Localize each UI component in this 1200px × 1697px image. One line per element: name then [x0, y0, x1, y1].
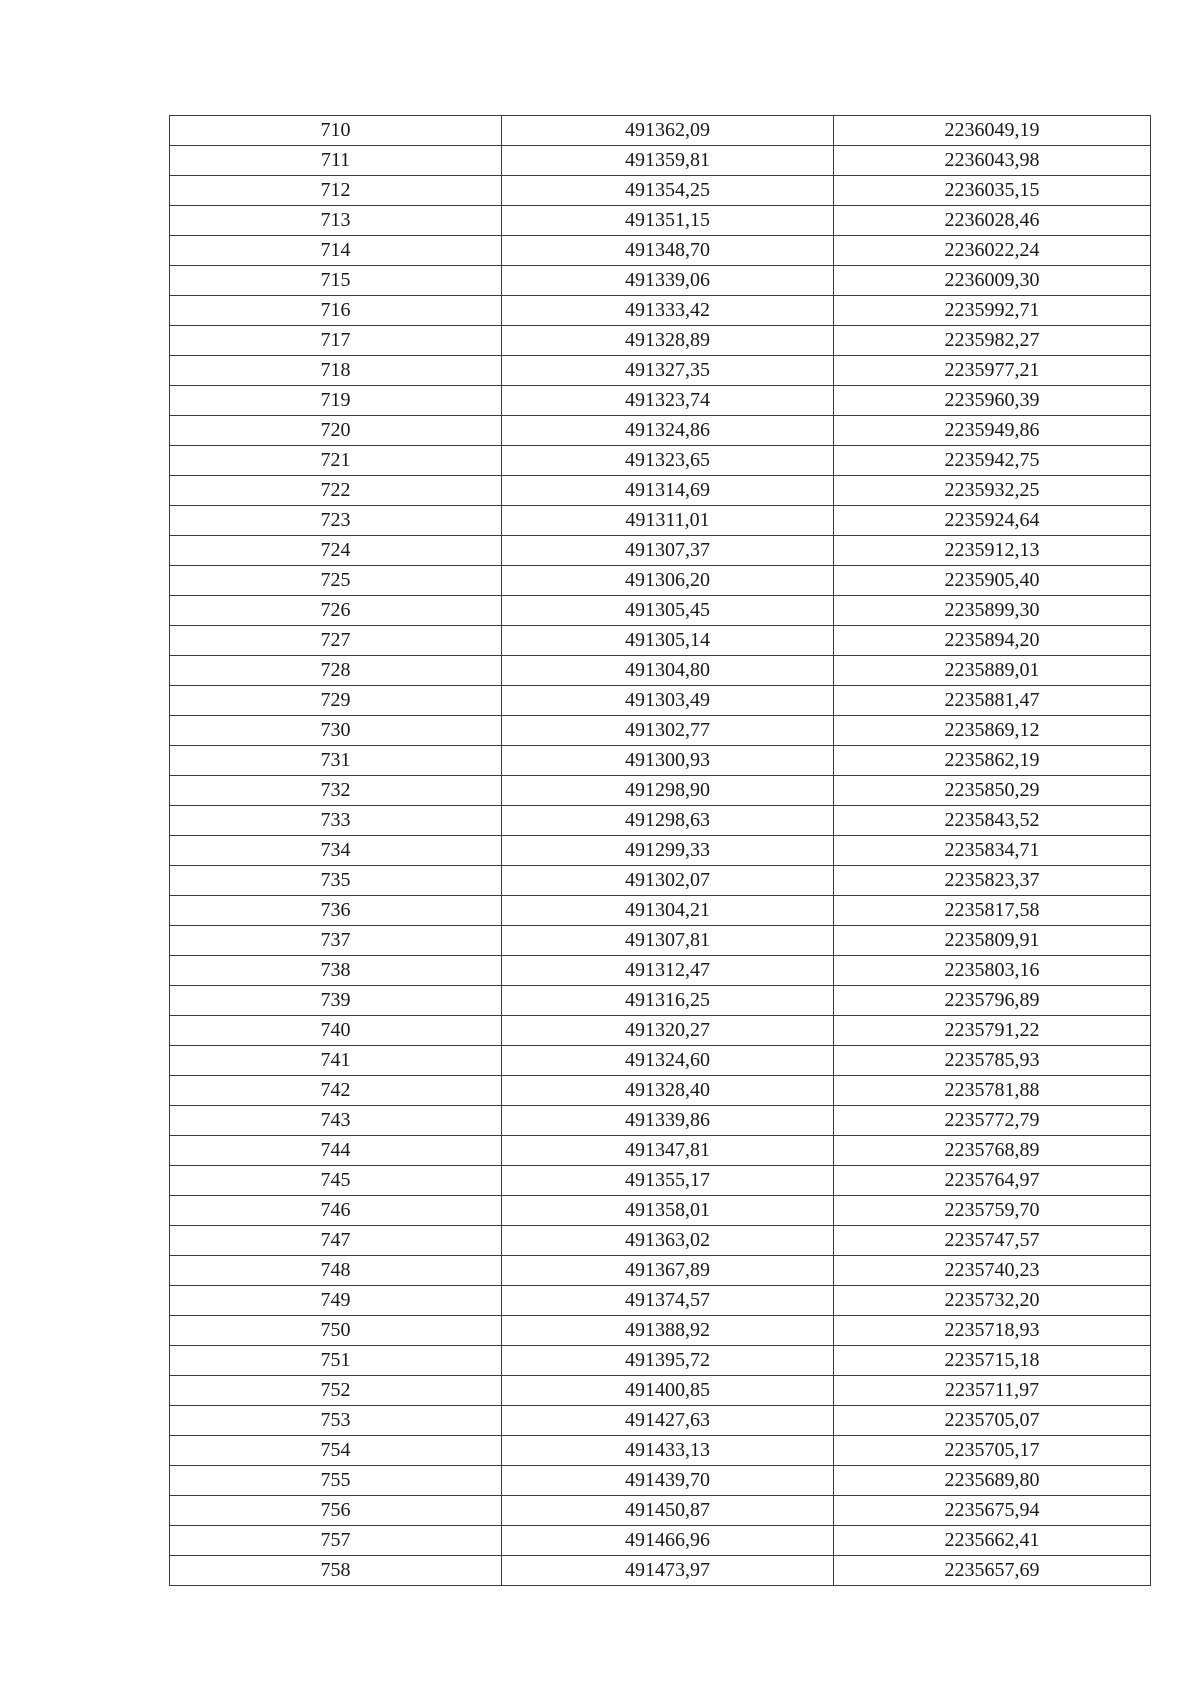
point-number-cell: 744	[170, 1136, 502, 1166]
y-coordinate-cell: 2235977,21	[834, 356, 1151, 386]
y-coordinate-cell: 2235803,16	[834, 956, 1151, 986]
x-coordinate-cell: 491302,07	[502, 866, 834, 896]
y-coordinate-cell: 2235881,47	[834, 686, 1151, 716]
point-number-cell: 737	[170, 926, 502, 956]
y-coordinate-cell: 2235732,20	[834, 1286, 1151, 1316]
table-row	[170, 1436, 1151, 1466]
y-coordinate-cell: 2235932,25	[834, 476, 1151, 506]
table-row	[170, 146, 1151, 176]
y-coordinate-cell: 2235899,30	[834, 596, 1151, 626]
table-row	[170, 806, 1151, 836]
point-number-cell: 741	[170, 1046, 502, 1076]
table-row	[170, 1046, 1151, 1076]
table-row	[170, 1496, 1151, 1526]
point-number-cell: 713	[170, 206, 502, 236]
x-coordinate-cell: 491307,81	[502, 926, 834, 956]
table-row	[170, 236, 1151, 266]
x-coordinate-cell: 491351,15	[502, 206, 834, 236]
y-coordinate-cell: 2235705,17	[834, 1436, 1151, 1466]
point-number-cell: 718	[170, 356, 502, 386]
x-coordinate-cell: 491312,47	[502, 956, 834, 986]
x-coordinate-cell: 491333,42	[502, 296, 834, 326]
table-row	[170, 296, 1151, 326]
point-number-cell: 750	[170, 1316, 502, 1346]
x-coordinate-cell: 491450,87	[502, 1496, 834, 1526]
y-coordinate-cell: 2235809,91	[834, 926, 1151, 956]
table-row	[170, 956, 1151, 986]
point-number-cell: 712	[170, 176, 502, 206]
x-coordinate-cell: 491304,21	[502, 896, 834, 926]
table-row	[170, 566, 1151, 596]
table-row	[170, 656, 1151, 686]
x-coordinate-cell: 491388,92	[502, 1316, 834, 1346]
x-coordinate-cell: 491307,37	[502, 536, 834, 566]
point-number-cell: 716	[170, 296, 502, 326]
point-number-cell: 734	[170, 836, 502, 866]
point-number-cell: 723	[170, 506, 502, 536]
y-coordinate-cell: 2235740,23	[834, 1256, 1151, 1286]
x-coordinate-cell: 491473,97	[502, 1556, 834, 1586]
point-number-cell: 714	[170, 236, 502, 266]
y-coordinate-cell: 2235894,20	[834, 626, 1151, 656]
point-number-cell: 728	[170, 656, 502, 686]
y-coordinate-cell: 2235823,37	[834, 866, 1151, 896]
x-coordinate-cell: 491339,06	[502, 266, 834, 296]
table-row	[170, 716, 1151, 746]
x-coordinate-cell: 491363,02	[502, 1226, 834, 1256]
x-coordinate-cell: 491354,25	[502, 176, 834, 206]
x-coordinate-cell: 491439,70	[502, 1466, 834, 1496]
y-coordinate-cell: 2235718,93	[834, 1316, 1151, 1346]
point-number-cell: 745	[170, 1166, 502, 1196]
point-number-cell: 752	[170, 1376, 502, 1406]
y-coordinate-cell: 2235785,93	[834, 1046, 1151, 1076]
y-coordinate-cell: 2235791,22	[834, 1016, 1151, 1046]
table-row	[170, 1406, 1151, 1436]
x-coordinate-cell: 491316,25	[502, 986, 834, 1016]
table-row	[170, 986, 1151, 1016]
table-row	[170, 116, 1151, 146]
y-coordinate-cell: 2235705,07	[834, 1406, 1151, 1436]
x-coordinate-cell: 491427,63	[502, 1406, 834, 1436]
y-coordinate-cell: 2235768,89	[834, 1136, 1151, 1166]
y-coordinate-cell: 2236035,15	[834, 176, 1151, 206]
x-coordinate-cell: 491359,81	[502, 146, 834, 176]
x-coordinate-cell: 491355,17	[502, 1166, 834, 1196]
y-coordinate-cell: 2235772,79	[834, 1106, 1151, 1136]
y-coordinate-cell: 2235924,64	[834, 506, 1151, 536]
x-coordinate-cell: 491358,01	[502, 1196, 834, 1226]
y-coordinate-cell: 2235843,52	[834, 806, 1151, 836]
x-coordinate-cell: 491311,01	[502, 506, 834, 536]
point-number-cell: 748	[170, 1256, 502, 1286]
point-number-cell: 724	[170, 536, 502, 566]
point-number-cell: 730	[170, 716, 502, 746]
table-row	[170, 446, 1151, 476]
y-coordinate-cell: 2235759,70	[834, 1196, 1151, 1226]
table-row	[170, 356, 1151, 386]
table-row	[170, 1166, 1151, 1196]
x-coordinate-cell: 491324,60	[502, 1046, 834, 1076]
y-coordinate-cell: 2235869,12	[834, 716, 1151, 746]
x-coordinate-cell: 491328,40	[502, 1076, 834, 1106]
x-coordinate-cell: 491339,86	[502, 1106, 834, 1136]
point-number-cell: 710	[170, 116, 502, 146]
y-coordinate-cell: 2235862,19	[834, 746, 1151, 776]
y-coordinate-cell: 2235992,71	[834, 296, 1151, 326]
y-coordinate-cell: 2236009,30	[834, 266, 1151, 296]
x-coordinate-cell: 491324,86	[502, 416, 834, 446]
y-coordinate-cell: 2235764,97	[834, 1166, 1151, 1196]
y-coordinate-cell: 2235949,86	[834, 416, 1151, 446]
table-row	[170, 776, 1151, 806]
table-row	[170, 506, 1151, 536]
point-number-cell: 721	[170, 446, 502, 476]
table-row	[170, 1376, 1151, 1406]
x-coordinate-cell: 491374,57	[502, 1286, 834, 1316]
point-number-cell: 747	[170, 1226, 502, 1256]
point-number-cell: 756	[170, 1496, 502, 1526]
x-coordinate-cell: 491298,90	[502, 776, 834, 806]
table-row	[170, 1286, 1151, 1316]
table-row	[170, 1136, 1151, 1166]
point-number-cell: 717	[170, 326, 502, 356]
x-coordinate-cell: 491320,27	[502, 1016, 834, 1046]
x-coordinate-cell: 491303,49	[502, 686, 834, 716]
point-number-cell: 753	[170, 1406, 502, 1436]
y-coordinate-cell: 2235889,01	[834, 656, 1151, 686]
y-coordinate-cell: 2236022,24	[834, 236, 1151, 266]
table-row	[170, 1106, 1151, 1136]
table-row	[170, 626, 1151, 656]
point-number-cell: 732	[170, 776, 502, 806]
table-row	[170, 476, 1151, 506]
y-coordinate-cell: 2235912,13	[834, 536, 1151, 566]
x-coordinate-cell: 491347,81	[502, 1136, 834, 1166]
x-coordinate-cell: 491323,74	[502, 386, 834, 416]
table-row	[170, 326, 1151, 356]
y-coordinate-cell: 2235817,58	[834, 896, 1151, 926]
x-coordinate-cell: 491302,77	[502, 716, 834, 746]
table-row	[170, 896, 1151, 926]
point-number-cell: 729	[170, 686, 502, 716]
table-row	[170, 746, 1151, 776]
table-row	[170, 416, 1151, 446]
x-coordinate-cell: 491400,85	[502, 1376, 834, 1406]
x-coordinate-cell: 491323,65	[502, 446, 834, 476]
x-coordinate-cell: 491362,09	[502, 116, 834, 146]
point-number-cell: 722	[170, 476, 502, 506]
y-coordinate-cell: 2235715,18	[834, 1346, 1151, 1376]
x-coordinate-cell: 491395,72	[502, 1346, 834, 1376]
y-coordinate-cell: 2235657,69	[834, 1556, 1151, 1586]
table-row	[170, 386, 1151, 416]
y-coordinate-cell: 2236043,98	[834, 146, 1151, 176]
point-number-cell: 749	[170, 1286, 502, 1316]
y-coordinate-cell: 2235689,80	[834, 1466, 1151, 1496]
point-number-cell: 743	[170, 1106, 502, 1136]
point-number-cell: 720	[170, 416, 502, 446]
x-coordinate-cell: 491327,35	[502, 356, 834, 386]
x-coordinate-cell: 491305,14	[502, 626, 834, 656]
point-number-cell: 746	[170, 1196, 502, 1226]
y-coordinate-cell: 2235796,89	[834, 986, 1151, 1016]
y-coordinate-cell: 2236028,46	[834, 206, 1151, 236]
point-number-cell: 711	[170, 146, 502, 176]
table-row	[170, 206, 1151, 236]
coordinates-table	[169, 115, 1151, 1586]
table-row	[170, 1016, 1151, 1046]
table-row	[170, 536, 1151, 566]
table-row	[170, 176, 1151, 206]
point-number-cell: 758	[170, 1556, 502, 1586]
table-row	[170, 596, 1151, 626]
point-number-cell: 755	[170, 1466, 502, 1496]
table-row	[170, 686, 1151, 716]
x-coordinate-cell: 491466,96	[502, 1526, 834, 1556]
y-coordinate-cell: 2235834,71	[834, 836, 1151, 866]
table-row	[170, 1526, 1151, 1556]
y-coordinate-cell: 2235747,57	[834, 1226, 1151, 1256]
table-row	[170, 926, 1151, 956]
x-coordinate-cell: 491314,69	[502, 476, 834, 506]
table-row	[170, 1346, 1151, 1376]
x-coordinate-cell: 491433,13	[502, 1436, 834, 1466]
y-coordinate-cell: 2235711,97	[834, 1376, 1151, 1406]
point-number-cell: 751	[170, 1346, 502, 1376]
table-row	[170, 1226, 1151, 1256]
table-row	[170, 1556, 1151, 1586]
table-row	[170, 866, 1151, 896]
y-coordinate-cell: 2235960,39	[834, 386, 1151, 416]
point-number-cell: 725	[170, 566, 502, 596]
table-row	[170, 1196, 1151, 1226]
table-row	[170, 1076, 1151, 1106]
table-row	[170, 266, 1151, 296]
table-row	[170, 836, 1151, 866]
point-number-cell: 719	[170, 386, 502, 416]
y-coordinate-cell: 2235905,40	[834, 566, 1151, 596]
point-number-cell: 739	[170, 986, 502, 1016]
coordinates-table-body	[170, 116, 1151, 1586]
point-number-cell: 727	[170, 626, 502, 656]
point-number-cell: 757	[170, 1526, 502, 1556]
y-coordinate-cell: 2235942,75	[834, 446, 1151, 476]
point-number-cell: 736	[170, 896, 502, 926]
x-coordinate-cell: 491299,33	[502, 836, 834, 866]
point-number-cell: 740	[170, 1016, 502, 1046]
table-row	[170, 1466, 1151, 1496]
y-coordinate-cell: 2235850,29	[834, 776, 1151, 806]
x-coordinate-cell: 491298,63	[502, 806, 834, 836]
point-number-cell: 733	[170, 806, 502, 836]
point-number-cell: 731	[170, 746, 502, 776]
x-coordinate-cell: 491304,80	[502, 656, 834, 686]
y-coordinate-cell: 2235662,41	[834, 1526, 1151, 1556]
x-coordinate-cell: 491300,93	[502, 746, 834, 776]
y-coordinate-cell: 2235982,27	[834, 326, 1151, 356]
point-number-cell: 742	[170, 1076, 502, 1106]
point-number-cell: 735	[170, 866, 502, 896]
x-coordinate-cell: 491367,89	[502, 1256, 834, 1286]
y-coordinate-cell: 2236049,19	[834, 116, 1151, 146]
x-coordinate-cell: 491306,20	[502, 566, 834, 596]
x-coordinate-cell: 491305,45	[502, 596, 834, 626]
point-number-cell: 738	[170, 956, 502, 986]
x-coordinate-cell: 491348,70	[502, 236, 834, 266]
point-number-cell: 715	[170, 266, 502, 296]
point-number-cell: 726	[170, 596, 502, 626]
y-coordinate-cell: 2235675,94	[834, 1496, 1151, 1526]
table-row	[170, 1256, 1151, 1286]
x-coordinate-cell: 491328,89	[502, 326, 834, 356]
point-number-cell: 754	[170, 1436, 502, 1466]
table-row	[170, 1316, 1151, 1346]
y-coordinate-cell: 2235781,88	[834, 1076, 1151, 1106]
